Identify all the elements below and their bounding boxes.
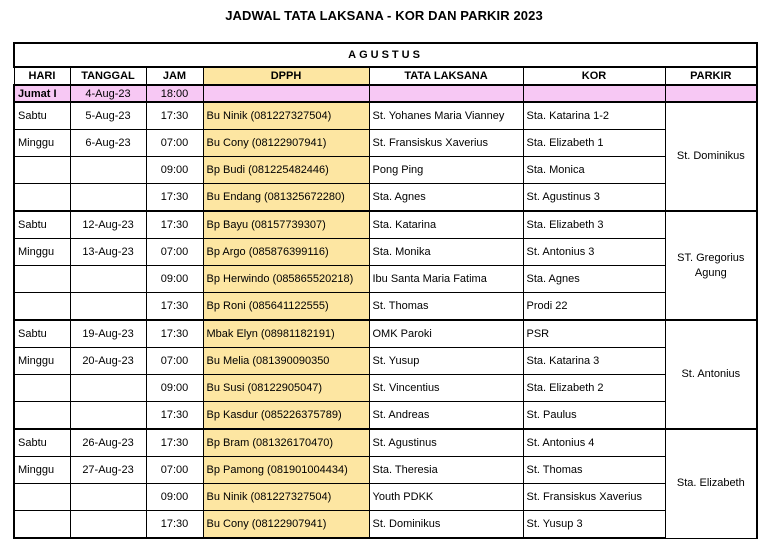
cell-hari: Sabtu <box>14 211 70 239</box>
special-tanggal: 4-Aug-23 <box>70 85 146 102</box>
cell-dpph: Bu Ninik (081227327504) <box>203 102 369 130</box>
cell-tata-laksana: St. Yusup <box>369 348 523 375</box>
cell-tanggal: 27-Aug-23 <box>70 457 146 484</box>
cell-parkir: ST. Gregorius Agung <box>665 211 757 320</box>
cell-tanggal <box>70 266 146 293</box>
table-row <box>14 239 757 266</box>
cell-tanggal <box>70 293 146 321</box>
header-kor: KOR <box>523 67 665 85</box>
cell-tata-laksana: Youth PDKK <box>369 484 523 511</box>
cell-parkir: St. Antonius <box>665 320 757 429</box>
cell-dpph: Bu Melia (081390090350 <box>203 348 369 375</box>
cell-kor: Sta. Monica <box>523 157 665 184</box>
header-dpph: DPPH <box>203 67 369 85</box>
table-row <box>14 348 757 375</box>
cell-parkir: St. Dominikus <box>665 102 757 211</box>
cell-jam: 09:00 <box>146 484 203 511</box>
cell-jam: 17:30 <box>146 429 203 457</box>
special-jam: 18:00 <box>146 85 203 102</box>
cell-tata-laksana: Sta. Katarina <box>369 211 523 239</box>
header-jam: JAM <box>146 67 203 85</box>
table-row <box>14 211 757 239</box>
month-row <box>14 43 757 67</box>
table-row <box>14 429 757 457</box>
cell-tanggal: 20-Aug-23 <box>70 348 146 375</box>
cell-tata-laksana: St. Fransiskus Xaverius <box>369 130 523 157</box>
cell-jam: 17:30 <box>146 511 203 539</box>
cell-tata-laksana: St. Vincentius <box>369 375 523 402</box>
cell-dpph: Bu Ninik (081227327504) <box>203 484 369 511</box>
cell-hari <box>14 293 70 321</box>
cell-tanggal <box>70 484 146 511</box>
header-tata-laksana: TATA LAKSANA <box>369 67 523 85</box>
special-parkir <box>665 85 757 102</box>
cell-kor: St. Agustinus 3 <box>523 184 665 212</box>
cell-dpph: Bu Endang (081325672280) <box>203 184 369 212</box>
table-row <box>14 511 757 539</box>
cell-dpph: Mbak Elyn (08981182191) <box>203 320 369 348</box>
table-row <box>14 184 757 212</box>
cell-kor: Sta. Katarina 1-2 <box>523 102 665 130</box>
cell-kor: Sta. Elizabeth 1 <box>523 130 665 157</box>
cell-jam: 09:00 <box>146 157 203 184</box>
cell-jam: 17:30 <box>146 293 203 321</box>
cell-tanggal <box>70 184 146 212</box>
cell-hari <box>14 184 70 212</box>
cell-tata-laksana: St. Yohanes Maria Vianney <box>369 102 523 130</box>
cell-kor: St. Thomas <box>523 457 665 484</box>
cell-dpph: Bp Kasdur (085226375789) <box>203 402 369 430</box>
cell-jam: 17:30 <box>146 102 203 130</box>
cell-kor: St. Paulus <box>523 402 665 430</box>
cell-jam: 17:30 <box>146 402 203 430</box>
month-label: AGUSTUS <box>14 43 757 67</box>
cell-tata-laksana: St. Andreas <box>369 402 523 430</box>
table-row <box>14 402 757 430</box>
cell-tata-laksana: St. Thomas <box>369 293 523 321</box>
special-hari: Jumat I <box>14 85 70 102</box>
table-row <box>14 484 757 511</box>
cell-jam: 17:30 <box>146 211 203 239</box>
table-row <box>14 293 757 321</box>
cell-dpph: Bp Budi (081225482446) <box>203 157 369 184</box>
cell-kor: St. Fransiskus Xaverius <box>523 484 665 511</box>
cell-tata-laksana: Sta. Monika <box>369 239 523 266</box>
cell-kor: Sta. Katarina 3 <box>523 348 665 375</box>
cell-kor: Prodi 22 <box>523 293 665 321</box>
special-row <box>14 85 757 102</box>
cell-dpph: Bp Roni (085641122555) <box>203 293 369 321</box>
cell-hari: Minggu <box>14 130 70 157</box>
cell-jam: 17:30 <box>146 184 203 212</box>
special-kor <box>523 85 665 102</box>
cell-jam: 07:00 <box>146 457 203 484</box>
cell-jam: 07:00 <box>146 130 203 157</box>
cell-kor: PSR <box>523 320 665 348</box>
cell-jam: 07:00 <box>146 239 203 266</box>
cell-kor: St. Antonius 3 <box>523 239 665 266</box>
cell-tata-laksana: Sta. Theresia <box>369 457 523 484</box>
cell-dpph: Bp Herwindo (085865520218) <box>203 266 369 293</box>
cell-jam: 17:30 <box>146 320 203 348</box>
cell-hari <box>14 157 70 184</box>
cell-hari: Minggu <box>14 457 70 484</box>
cell-jam: 09:00 <box>146 375 203 402</box>
cell-hari <box>14 511 70 539</box>
cell-tanggal: 19-Aug-23 <box>70 320 146 348</box>
table-row <box>14 130 757 157</box>
cell-hari: Sabtu <box>14 102 70 130</box>
cell-jam: 07:00 <box>146 348 203 375</box>
header-tanggal: TANGGAL <box>70 67 146 85</box>
cell-dpph: Bp Bayu (08157739307) <box>203 211 369 239</box>
cell-tanggal <box>70 157 146 184</box>
cell-hari <box>14 375 70 402</box>
cell-tanggal <box>70 402 146 430</box>
page-title: JADWAL TATA LAKSANA - KOR DAN PARKIR 2023 <box>225 8 543 23</box>
cell-tata-laksana: OMK Paroki <box>369 320 523 348</box>
cell-kor: Sta. Elizabeth 3 <box>523 211 665 239</box>
table-row <box>14 457 757 484</box>
table-row <box>14 266 757 293</box>
cell-dpph: Bp Argo (085876399116) <box>203 239 369 266</box>
cell-dpph: Bp Pamong (081901004434) <box>203 457 369 484</box>
cell-kor: Sta. Agnes <box>523 266 665 293</box>
cell-kor: Sta. Elizabeth 2 <box>523 375 665 402</box>
cell-dpph: Bu Cony (08122907941) <box>203 511 369 539</box>
cell-tata-laksana: St. Agustinus <box>369 429 523 457</box>
cell-hari <box>14 402 70 430</box>
cell-tata-laksana: Pong Ping <box>369 157 523 184</box>
cell-hari <box>14 484 70 511</box>
cell-dpph: Bu Cony (08122907941) <box>203 130 369 157</box>
special-tata-laksana <box>369 85 523 102</box>
table-row <box>14 320 757 348</box>
table-row <box>14 157 757 184</box>
cell-tanggal: 26-Aug-23 <box>70 429 146 457</box>
cell-dpph: Bp Bram (081326170470) <box>203 429 369 457</box>
cell-tanggal <box>70 375 146 402</box>
cell-kor: St. Antonius 4 <box>523 429 665 457</box>
cell-hari: Sabtu <box>14 429 70 457</box>
header-parkir: PARKIR <box>665 67 757 85</box>
cell-tanggal: 13-Aug-23 <box>70 239 146 266</box>
cell-parkir: Sta. Elizabeth <box>665 429 757 538</box>
header-hari: HARI <box>14 67 70 85</box>
header-row <box>14 67 757 85</box>
cell-hari: Minggu <box>14 348 70 375</box>
cell-tata-laksana: St. Dominikus <box>369 511 523 539</box>
cell-tanggal: 6-Aug-23 <box>70 130 146 157</box>
table-row <box>14 102 757 130</box>
cell-hari <box>14 266 70 293</box>
cell-jam: 09:00 <box>146 266 203 293</box>
cell-tanggal: 12-Aug-23 <box>70 211 146 239</box>
cell-kor: St. Yusup 3 <box>523 511 665 539</box>
cell-tata-laksana: Ibu Santa Maria Fatima <box>369 266 523 293</box>
cell-dpph: Bu Susi (08122905047) <box>203 375 369 402</box>
cell-hari: Sabtu <box>14 320 70 348</box>
schedule-table <box>13 42 758 539</box>
cell-tata-laksana: Sta. Agnes <box>369 184 523 212</box>
table-row <box>14 375 757 402</box>
special-dpph <box>203 85 369 102</box>
cell-hari: Minggu <box>14 239 70 266</box>
cell-tanggal <box>70 511 146 539</box>
cell-tanggal: 5-Aug-23 <box>70 102 146 130</box>
